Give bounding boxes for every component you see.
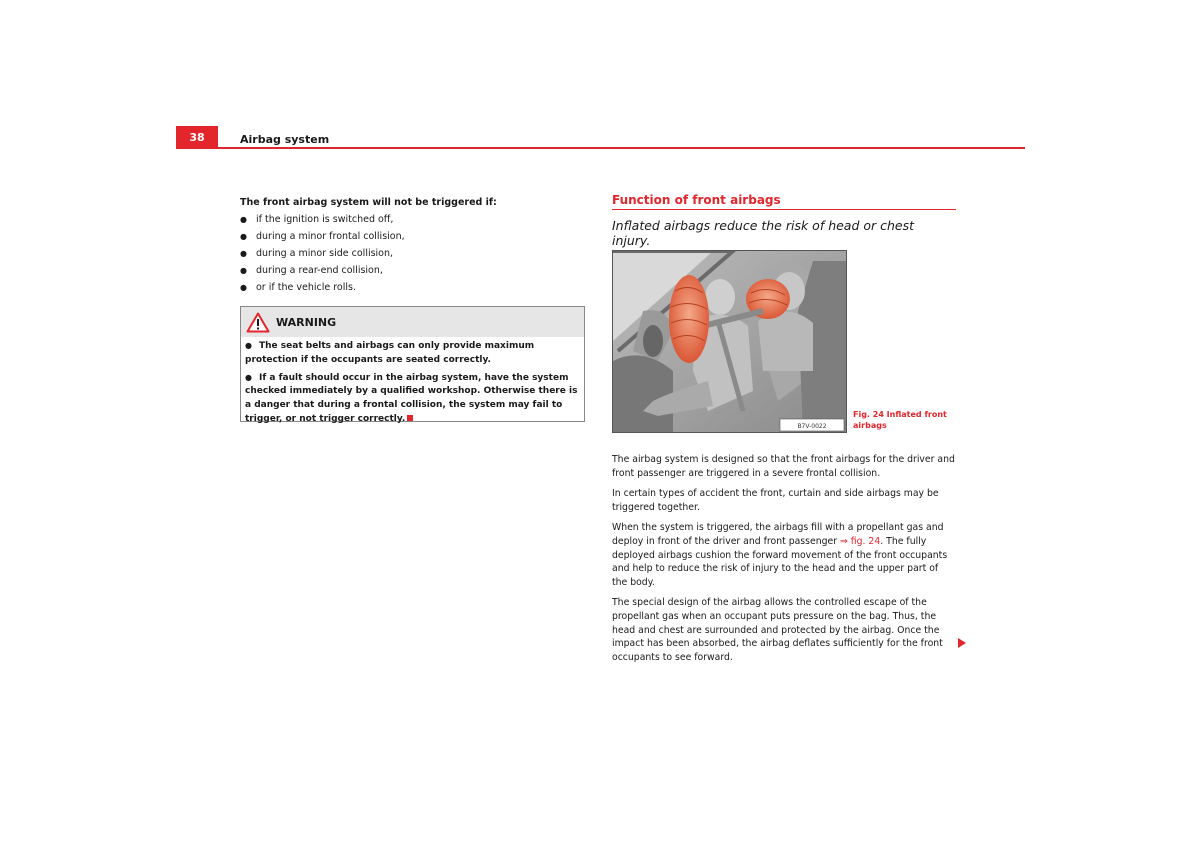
warning-triangle-icon bbox=[246, 312, 270, 333]
warning-item: ● The seat belts and airbags can only provide maximum protection if the occupants are seated correctly. bbox=[245, 341, 535, 365]
figure-caption: Fig. 24 Inflated front airbags bbox=[853, 410, 947, 430]
paragraph: The special design of the airbag allows the controlled escape of the propellant gas when an occupant puts pressure on the bag. Thus, the head and chest are surrounded and protected by the airbag. Once the impact has been absorbed, the airbag deflates sufficiently for the front occupants to see forward. bbox=[612, 597, 943, 663]
list-item: ● during a minor side collision, bbox=[240, 245, 585, 262]
condition-list bbox=[240, 211, 585, 296]
warning-box bbox=[240, 306, 585, 422]
section-title: Airbag system bbox=[240, 133, 330, 146]
list-item: ● if the ignition is switched off, bbox=[240, 211, 585, 228]
next-page-arrow-icon[interactable] bbox=[958, 638, 966, 648]
end-mark bbox=[407, 415, 413, 421]
warning-title: WARNING bbox=[276, 315, 337, 329]
warning-item: ● If a fault should occur in the airbag system, have the system checked immediately by a qualified workshop. Otherwise there is a danger that during a frontal collision, the system may fail to trigger, or not trigger correctly. bbox=[245, 372, 578, 424]
paragraph: In certain types of accident the front, curtain and side airbags may be triggered together. bbox=[612, 488, 939, 513]
intro-text: Inflated airbags reduce the risk of head or chest injury. bbox=[612, 218, 915, 248]
warning-header bbox=[241, 307, 584, 337]
list-item: ● during a minor frontal collision, bbox=[240, 228, 585, 245]
airbag-figure bbox=[612, 250, 847, 433]
figure-reference-link[interactable]: ⇒ fig. 24 bbox=[840, 535, 881, 547]
header-rule bbox=[176, 147, 1025, 149]
right-column bbox=[612, 193, 956, 248]
warning-body bbox=[241, 337, 584, 427]
airbag-illustration bbox=[613, 251, 846, 432]
function-title: Function of front airbags bbox=[612, 193, 956, 210]
figure-code: B7V-0022 bbox=[797, 423, 827, 430]
list-item: ● during a rear-end collision, bbox=[240, 262, 585, 279]
paragraph: The airbag system is designed so that the front airbags for the driver and front passenger are triggered in a severe frontal collision. bbox=[612, 454, 955, 479]
left-column bbox=[240, 194, 585, 296]
body-text bbox=[612, 453, 956, 671]
paragraph: When the system is triggered, the airbags fill with a propellant gas and deploy in front of the driver and front passenger ⇒ fig. 24. The fully deployed airbags cushion the forward movement of the front occupants and help to reduce the risk of injury to the head and the upper part of the body. bbox=[612, 522, 948, 588]
lead-text: The front airbag system will not be triggered if: bbox=[240, 197, 497, 208]
list-item: ● or if the vehicle rolls. bbox=[240, 279, 585, 296]
page-number: 38 bbox=[176, 126, 218, 148]
